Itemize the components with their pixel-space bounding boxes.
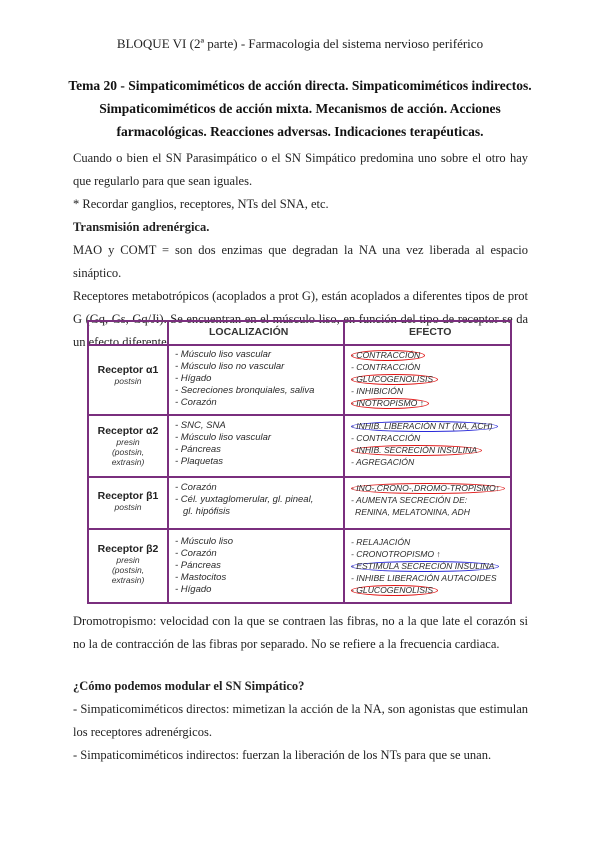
- mao-comt-paragraph: MAO y COMT = son dos enzimas que degradan la NA una vez liberada al espacio sináptico.: [73, 243, 528, 280]
- receptor-cell: [89, 364, 167, 386]
- list-item: GLUCOGENOLISIS: [351, 374, 438, 385]
- list-item: INHIBE LIBERACIÓN AUTACOIDES: [356, 573, 497, 583]
- list-item: - Músculo liso vascular: [175, 349, 272, 360]
- topic-title: [60, 74, 540, 143]
- localizacion-cell: [175, 536, 340, 596]
- list-item: - Músculo liso no vascular: [175, 361, 285, 372]
- dromotropismo-section: [73, 610, 528, 656]
- intro-paragraph: Cuando o bien el SN Parasimpático o el SN Simpático predomina uno sobre el otro hay que regularlo para que sean iguales.: [73, 151, 528, 188]
- receptor-subtype: presin: [116, 437, 140, 447]
- indirectos-paragraph: - Simpaticomiméticos indirectos: fuerzan la liberación de los NTs para que se unan.: [73, 748, 492, 762]
- list-item: INHIB. LIBERACIÓN NT (NA, ACH): [351, 421, 497, 432]
- list-item: - Hígado: [175, 373, 212, 384]
- list-item: - Páncreas: [175, 444, 221, 455]
- title-line-3: farmacológicas. Reacciones adversas. Indicaciones terapéuticas.: [116, 124, 484, 139]
- receptor-subtype: extrasin): [111, 575, 145, 585]
- section-heading-transmision: Transmisión adrenérgica.: [73, 220, 210, 234]
- receptor-name: Receptor α1: [97, 364, 159, 376]
- column-divider: [343, 322, 345, 602]
- receptor-subtype: postsin: [114, 376, 142, 386]
- header-localizacion: LOCALIZACIÓN: [209, 326, 289, 338]
- list-item: AUMENTA SECRECIÓN DE:: [355, 495, 468, 505]
- list-item: - Corazón: [175, 548, 217, 559]
- receptor-name: Receptor α2: [97, 425, 159, 437]
- list-item: INHIB. SECRECIÓN INSULINA: [351, 445, 482, 456]
- dromotropismo-paragraph: Dromotropismo: velocidad con la que se contraen las fibras, no a la que late el corazón si no la de contracción de las fibras por separado. No se refiere a la frecuencia cardiaca.: [73, 614, 528, 651]
- list-item: INOTROPISMO ↑: [351, 398, 429, 409]
- list-item: GLUCOGENOLISIS: [351, 585, 438, 596]
- directos-paragraph: - Simpaticomiméticos directos: mimetizan la acción de la NA, son agonistas que estimulan los receptores adrenérgicos.: [73, 702, 528, 739]
- list-item: RENINA, MELATONINA, ADH: [355, 507, 470, 517]
- section-heading-modular: ¿Cómo podemos modular el SN Simpático?: [73, 679, 305, 693]
- running-header: BLOQUE VI (2ª parte) - Farmacologia del sistema nervioso periférico: [116, 36, 484, 51]
- efecto-cell: - RELAJACIÓN - CRONOTROPISMO ↑ - ESTIMULA SECRECIÓN INSULINA - INHIBE LIBERACIÓN AUTACOIDES - GLUCOGENOLISIS: [351, 536, 511, 596]
- list-item: - Plaquetas: [175, 456, 224, 467]
- list-item: - Secreciones bronquiales, saliva: [175, 385, 315, 396]
- header-efecto: EFECTO: [409, 326, 452, 338]
- reminder-note: * Recordar ganglios, receptores, NTs del SNA, etc.: [73, 197, 329, 211]
- list-item: - Corazón: [175, 482, 217, 493]
- table-row: [89, 528, 510, 604]
- title-line-1: Tema 20 - Simpaticomiméticos de acción directa. Simpaticomiméticos indirectos.: [68, 78, 532, 93]
- efecto-cell: - CONTRACCIÓN - CONTRACCIÓN - GLUCOGENOLISIS - INHIBICIÓN - INOTROPISMO ↑: [351, 349, 511, 409]
- list-item: AGREGACIÓN: [355, 457, 415, 467]
- table-row: [89, 476, 510, 528]
- localizacion-cell: [175, 482, 340, 518]
- table-row: [89, 414, 510, 476]
- localizacion-cell: [175, 349, 340, 409]
- efecto-cell: - INO-,CRONO-,DROMO-TROPISMO↑ - AUMENTA SECRECIÓN DE: RENINA, MELATONINA, ADH: [351, 482, 511, 518]
- list-item: - Músculo liso vascular: [175, 432, 272, 443]
- receptor-subtype: (postsin,: [111, 565, 145, 575]
- list-item: gl. hipófisis: [183, 506, 230, 517]
- list-item: CONTRACCIÓN: [356, 433, 421, 443]
- title-line-2: Simpaticomiméticos de acción mixta. Mecanismos de acción. Acciones: [99, 101, 501, 116]
- list-item: - Corazón: [175, 397, 217, 408]
- list-item: - Mastocitos: [175, 572, 227, 583]
- column-divider: [167, 322, 169, 602]
- receptor-table: [87, 320, 512, 604]
- list-item: INO-,CRONO-,DROMO-TROPISMO↑: [351, 483, 505, 494]
- receptor-subtype: (postsin,: [111, 447, 145, 457]
- list-item: CONTRACCIÓN: [356, 362, 421, 372]
- list-item: - Páncreas: [175, 560, 221, 571]
- receptor-name: Receptor β1: [97, 490, 159, 502]
- list-item: RELAJACIÓN: [356, 537, 411, 547]
- list-item: CONTRACCIÓN: [351, 350, 425, 361]
- list-item: INHIBICIÓN: [356, 386, 404, 396]
- table-header-row: [89, 322, 510, 346]
- list-item: ESTIMULA SECRECIÓN INSULINA: [351, 561, 499, 572]
- list-item: - SNC, SNA: [175, 420, 226, 431]
- list-item: - Hígado: [175, 584, 212, 595]
- list-item: - Músculo liso: [175, 536, 234, 547]
- table-row: [89, 344, 510, 414]
- receptor-subtype: extrasin): [111, 457, 145, 467]
- receptor-cell: [89, 425, 167, 467]
- receptor-subtype: presin: [116, 555, 140, 565]
- list-item: CRONOTROPISMO ↑: [356, 549, 441, 559]
- receptor-subtype: postsin: [114, 502, 142, 512]
- receptor-cell: [89, 543, 167, 585]
- modular-section: [73, 675, 528, 767]
- receptores-paragraph: Receptores metabotrópicos (acoplados a prot G), están acoplados a diferentes tipos de prot G (Gq, Gs, Gq/Ji). Se encuentran en el músculo liso, en función del tipo de receptor se da un efecto diferente.: [73, 289, 528, 349]
- receptor-name: Receptor β2: [97, 543, 159, 555]
- receptor-cell: [89, 490, 167, 512]
- localizacion-cell: [175, 420, 340, 468]
- efecto-cell: - INHIB. LIBERACIÓN NT (NA, ACH) - CONTRACCIÓN - INHIB. SECRECIÓN INSULINA - AGREGACIÓN: [351, 420, 511, 468]
- list-item: - Cél. yuxtaglomerular, gl. pineal,: [175, 494, 314, 505]
